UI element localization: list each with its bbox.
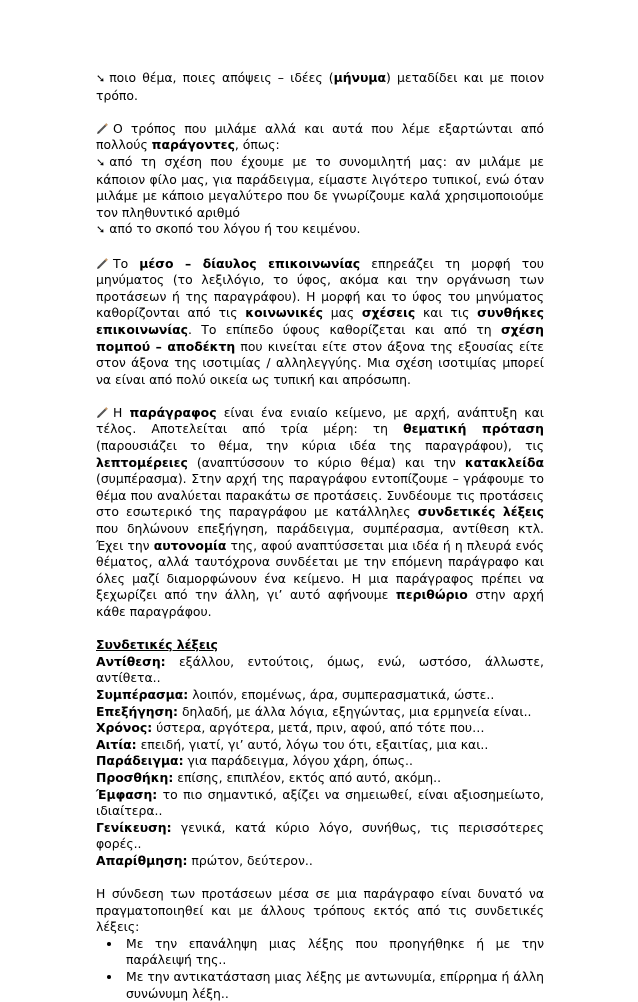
paragraph-channel: Το μέσο – δίαυλος επικοινωνίας επηρεάζει τη μορφή του μηνύματος (το λεξιλόγιο, το ύφος, ακόμα και την οργάνωση των προτάσεων ή της παραγράφου). Η μορφή και το ύφος του μηνύματος καθορίζονται από τις κοινωνικές μας σχέσεις και τις συνθήκες επικοινωνίας. Το επίπεδο ύφους καθορίζεται και από τη σχέση πομπού – αποδέκτη που κινείται είτε στον άξονα της εξουσίας είτε στον άξονα της ισοτιμίας / αλληλεγγύης. Μια σχέση ισοτιμίας μπορεί να είναι από πολύ οικεία ως τυπική και απρόσωπη. bbox=[96, 255, 545, 387]
connective-row: Αιτία: επειδή, γιατί, γι’ αυτό, λόγω του ότι, εξαιτίας, μια και.. bbox=[96, 736, 489, 752]
connective-row: Έμφαση: το πιο σημαντικό, αξίζει να σημειωθεί, είναι αξιοσημείωτο, ιδιαίτερα.. bbox=[96, 786, 544, 819]
paragraph-factors: Ο τρόπος που μιλάμε αλλά και αυτά που λέμε εξαρτώνται από πολλούς παράγοντες, όπως: bbox=[96, 120, 544, 153]
connective-row: Αντίθεση: εξάλλου, εντούτοις, όμως, ενώ, ωστόσο, άλλωστε, αντίθετα.. bbox=[96, 653, 544, 686]
list-item: • Με την αντικατάσταση μιας λέξης με αντωνυμία, επίρρημα ή άλλη συνώνυμη λέξη.. bbox=[122, 969, 544, 1002]
bullet-list bbox=[96, 936, 544, 1002]
connective-row: Απαρίθμηση: πρώτον, δεύτερον.. bbox=[96, 852, 313, 868]
connective-row: Επεξήγηση: δηλαδή, με άλλα λόγια, εξηγώντας, μια ερμηνεία είναι.. bbox=[96, 703, 532, 719]
connective-row: Προσθήκη: επίσης, επιπλέον, εκτός από αυτό, ακόμη.. bbox=[96, 769, 442, 785]
connectives-heading: Συνδετικές λέξεις bbox=[96, 637, 218, 653]
pencil-icon bbox=[96, 256, 110, 273]
factor-item: ➘ από το σκοπό του λόγου ή του κειμένου. bbox=[96, 221, 361, 237]
connective-row: Γενίκευση: γενικά, κατά κύριο λόγο, συνήθως, τις περισσότερες φορές.. bbox=[96, 819, 544, 852]
document-page bbox=[96, 70, 544, 1002]
pencil-icon bbox=[96, 405, 110, 422]
arrow-icon: ➘ bbox=[96, 155, 106, 169]
arrow-icon: ➘ bbox=[96, 72, 106, 85]
list-item: • Με την επανάληψη μιας λέξης που προηγήθηκε ή με την παράλειψή της.. bbox=[122, 936, 544, 969]
connective-row: Χρόνος: ύστερα, αργότερα, μετά, πριν, αφού, από τότε που… bbox=[96, 720, 485, 736]
factor-item: ➘ από τη σχέση που έχουμε με το συνομιλητή μας: αν μιλάμε με κάποιον φίλο μας, για παράδειγμα, είμαστε λιγότερο τυπικοί, ενώ όταν μιλάμε με κάποιο μεγαλύτερο που δε γνωρίζουμε καλά χρησιμοποιούμε τον πληθυντικό αριθμό bbox=[96, 153, 544, 220]
connective-row: Παράδειγμα: για παράδειγμα, λόγου χάρη, όπως.. bbox=[96, 753, 413, 769]
paragraph-message: ➘ ποιο θέμα, ποιες απόψεις – ιδέες (μήνυμα) μεταδίδει και με ποιον τρόπο. bbox=[96, 70, 544, 103]
connective-row: Συμπέρασμα: λοιπόν, επομένως, άρα, συμπερασματικά, ώστε.. bbox=[96, 686, 495, 702]
arrow-icon: ➘ bbox=[96, 223, 106, 237]
paragraph-other-ways: Η σύνδεση των προτάσεων μέσα σε μια παράγραφο είναι δυνατό να πραγματοποιηθεί και με άλλους τρόπους εκτός από τις συνδετικές λέξεις: bbox=[96, 886, 544, 935]
paragraph-structure: Η παράγραφος είναι ένα ενιαίο κείμενο, με αρχή, ανάπτυξη και τέλος. Αποτελείται από τρία μέρη: τη θεματική πρόταση (παρουσιάζει το θέμα, την κύρια ιδέα της παραγράφου), τις λεπτομέρειες (αναπτύσσουν το κύριο θέμα) και την κατακλείδα (συμπέρασμα). Στην αρχή της παραγράφου εντοπίζουμε – γράφουμε το θέμα που αναλύεται παρακάτω σε προτάσεις. Συνδέουμε τις προτάσεις στο εσωτερικό της παραγράφου με κατάλληλες συνδετικές λέξεις που δηλώνουν επεξήγηση, παράδειγμα, συμπέρασμα, αντίθεση κτλ. Έχει την αυτονομία της, αφού αναπτύσσεται μια ιδέα ή η πλευρά ενός θέματος, αλλά ταυτόχρονα συνδέεται με την επόμενη παράγραφο και όλες μαζί διαμορφώνουν ένα κείμενο. Η μια παράγραφος πρέπει να ξεχωρίζει από την άλλη, γι’ αυτό αφήνουμε περιθώριο στην αρχή κάθε παραγράφου. bbox=[96, 404, 545, 619]
pencil-icon bbox=[96, 121, 110, 138]
